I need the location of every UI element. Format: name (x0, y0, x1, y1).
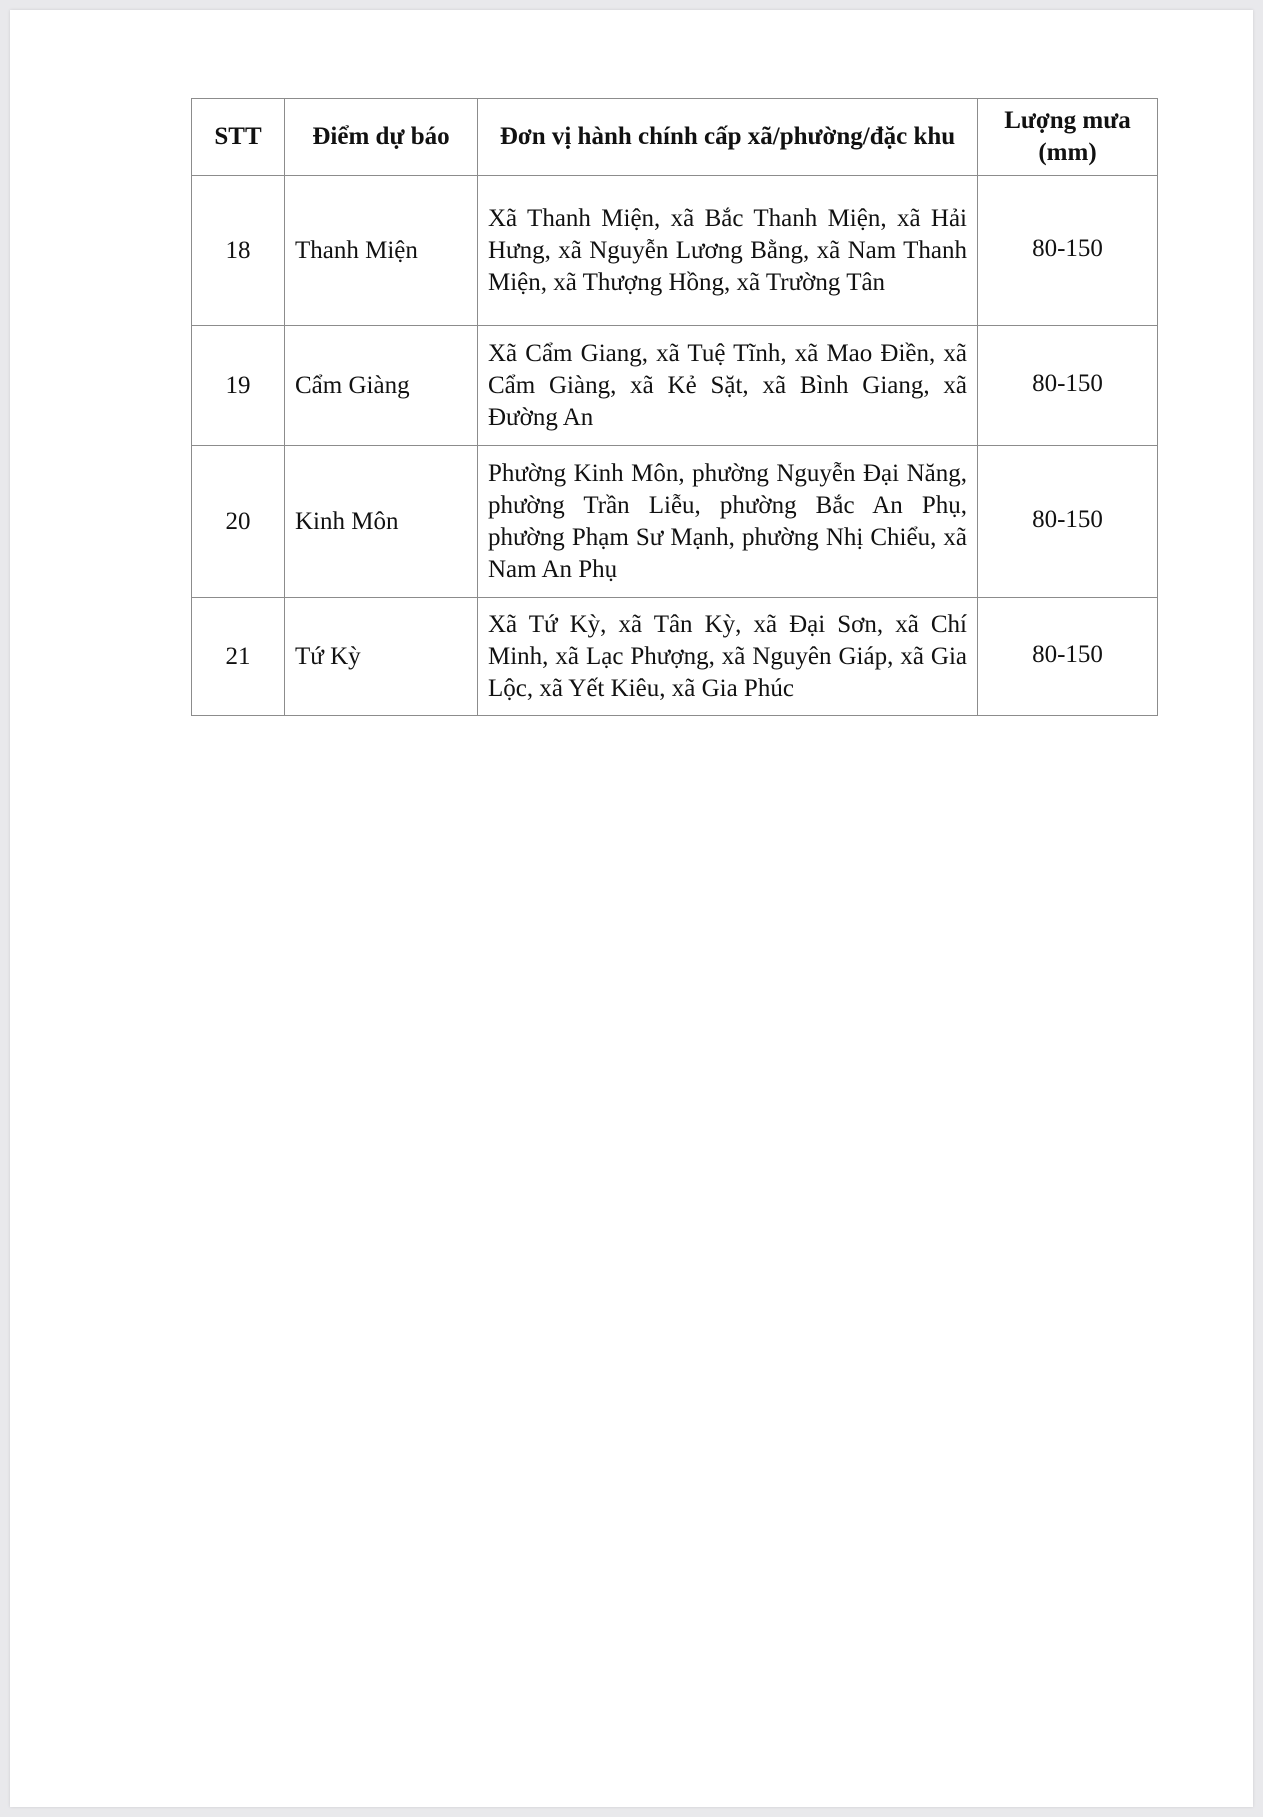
row-forecast-point: Kinh Môn (285, 446, 478, 598)
table-row (192, 446, 1158, 598)
row-rainfall: 80-150 (978, 176, 1158, 326)
table-row (192, 598, 1158, 716)
row-rainfall: 80-150 (978, 598, 1158, 716)
row-forecast-point: Tứ Kỳ (285, 598, 478, 716)
table-row (192, 176, 1158, 326)
table-row (192, 326, 1158, 446)
header-forecast-point: Điểm dự báo (285, 99, 478, 176)
row-admin-units: Phường Kinh Môn, phường Nguyễn Đại Năng, phường Trần Liễu, phường Bắc An Phụ, phường Phạm Sư Mạnh, phường Nhị Chiểu, xã Nam An Phụ (478, 446, 978, 598)
table-header-row (192, 99, 1158, 176)
row-forecast-point: Thanh Miện (285, 176, 478, 326)
header-stt: STT (192, 99, 285, 176)
row-rainfall: 80-150 (978, 326, 1158, 446)
row-admin-units: Xã Thanh Miện, xã Bắc Thanh Miện, xã Hải Hưng, xã Nguyễn Lương Bằng, xã Nam Thanh Miện, xã Thượng Hồng, xã Trường Tân (478, 176, 978, 326)
rainfall-forecast-table (191, 98, 1158, 716)
row-stt: 18 (192, 176, 285, 326)
row-forecast-point: Cẩm Giàng (285, 326, 478, 446)
header-rainfall: Lượng mưa (mm) (978, 99, 1158, 176)
row-rainfall: 80-150 (978, 446, 1158, 598)
header-admin-units: Đơn vị hành chính cấp xã/phường/đặc khu (478, 99, 978, 176)
row-stt: 19 (192, 326, 285, 446)
row-admin-units: Xã Cẩm Giang, xã Tuệ Tĩnh, xã Mao Điền, xã Cẩm Giàng, xã Kẻ Sặt, xã Bình Giang, xã Đường An (478, 326, 978, 446)
row-admin-units: Xã Tứ Kỳ, xã Tân Kỳ, xã Đại Sơn, xã Chí Minh, xã Lạc Phượng, xã Nguyên Giáp, xã Gia Lộc, xã Yết Kiêu, xã Gia Phúc (478, 598, 978, 716)
document-page (10, 10, 1253, 1807)
row-stt: 21 (192, 598, 285, 716)
row-stt: 20 (192, 446, 285, 598)
